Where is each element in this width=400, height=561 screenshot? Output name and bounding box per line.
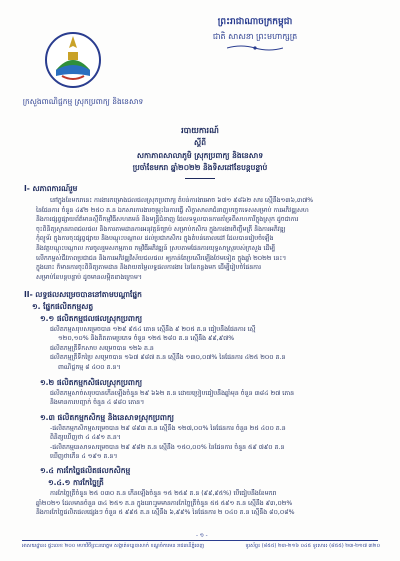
list-item: ពិនិត្យឃើញថា ៤ ៤៩១ គ.ន។ — [50, 434, 121, 442]
list-item: ១២០,១០% និងគិតតាមប្រភេទ ចំនួន ១២៥ ២៨០ គ.ន ស្មើនឹង ៩៩,៩៧% — [58, 335, 235, 343]
kingdom-title: ព្រះរាជាណាចក្រកម្ពុជា — [217, 17, 293, 27]
footer-contact: ទូរស័ព្ទ៖ (៨៥៥) ២៣-២១៦ ០៤៥ ទូរសារ៖ (៨៥៥) ២៣-២១៧ ៣២០ — [245, 543, 380, 549]
title-line-2: ប្រចាំខែមករា ឆ្នាំ២០២២ និងទិសដៅខែបន្តបន្ទាប់ — [132, 163, 268, 172]
body-line: និងវគ្គបណ្ដុះបណ្ដាល ការចូលរួមសកម្មភាព កម្មវិធីអភិវឌ្ឍន៍ ស្របតាមផែនការយុទ្ធសាស្ត្ររបស់ក្រសួង ដើម្បី — [36, 244, 276, 252]
body-line: លើកកម្ពស់ជីវភាពប្រជាជន និងការអភិវឌ្ឍវិស័យជលផល ឲ្យកាន់តែប្រសើរឡើងថែមទៀត ក្នុងឆ្នាំ ២០២២ នេះ។ — [36, 254, 287, 262]
body-line: ឆ្នាំ២០២១ ដែលមានចំនួន ៣៤ ២៥១ គ.ន ក្នុងនោះរួមមានការកែច្នៃត្រីចំនួន ៥៥ ៥៩១ គ.ន ស្មើនឹង ៩៣,០២% — [36, 499, 293, 507]
ornament-divider-icon — [227, 44, 283, 52]
subsection-1-2-list — [50, 389, 370, 408]
body-line: នៅក្នុងខែមករានេះ ការងារកម្រោងជលផលស្រុកប្រពាក្យ តំបន់ការងារអាច ៦៧១ ៩៨៦២ សារ ស្មើនឹង១៣៦,៣៧% — [50, 197, 314, 204]
subsection-1-4-heading: ១.៤ ការកែច្នៃផលិតផលកសិកម្ម — [40, 466, 131, 475]
list-item: -ផលិតកម្មនេសាទសម្រេចបាន ២៩ ៩៨២ គ.ន ស្មើនឹង ១៥០,០០% នៃផែនការ ចំនួន ៥៩ ៧៩០ គ.ន — [50, 443, 285, 451]
national-motto: ជាតិ សាសនា ព្រះមហាក្សត្រ — [212, 32, 298, 41]
body-line: ក្នុងនោះ ក៏មានការចុះពិនិត្យតាមដាន និងវាយតម្លៃលទ្ធផលការងារ នៃខែកន្លងមក ដើម្បីរៀបចំផែនការ — [36, 264, 262, 272]
body-line: ការកែច្នៃត្រីចំនួន ២៥ ០៣០ គ.ន កើនឡើងចំនួន ១៥ ២៥៩ គ.ន (៩៩,៩៥%) បើធៀបនឹងខែមករា — [50, 490, 277, 497]
footer-divider — [22, 540, 378, 541]
subsection-1-1-list — [50, 325, 370, 372]
list-item: ផលិតកម្មសាច់សរុបបានកើនឡើងចំនួន ២៩ ៦៦២ គ.ន ដោយប្រៀបធៀបនឹងឆ្នាំមុន ចំនួន ៣៨៤ ២៧ តោន — [50, 390, 295, 397]
body-line: សម្រាប់ខែបន្តបន្ទាប់ ដូចមានលម្អិតខាងក្រោម។ — [36, 273, 142, 281]
document-about: ស្តីពី — [194, 138, 206, 147]
body-line: ចុះពិនិត្យស្ថានភាពជលផល និងការតាមដានការអនុវត្តន៍ច្បាប់ សម្រាប់កសិករ ក្នុងការងារចិញ្ចឹមត្រី និងការអភិវឌ្ឍ — [36, 225, 286, 233]
subsection-1-3-heading: ១.៣ ផលិតកម្មកសិកម្ម និងនេសាទស្រុកប្រពាក្យ — [40, 413, 174, 422]
list-item: ផលិតកម្មសរុបសម្រេចបាន ១២៩ ៩៥៤ តោន ស្មើនឹង ៩ ២០៥ គ.ន ធៀបនឹងផែនការ ស្មើ — [50, 326, 256, 333]
document-title — [80, 150, 320, 174]
body-line: នៃផែនការ ចំនួន ៤៩២ ២៥០ គ.ន ឯកសារការងារចម្រុះនៃការធ្វើ សិក្ខាសាលាជំនាញបច្ចេកទេសសម្រាប់ ការអភិវឌ្ឍសហ — [36, 206, 309, 214]
list-item: ផលិតកម្មត្រីទឹកប្រៃ សម្រេចបាន ១៦៧ ៩៨៧ គ.ន ស្មើនឹង ១៣០,០៧% នៃផែនការ ៤២៥ ២០០ គ.ន — [50, 354, 286, 362]
section-1-body — [36, 196, 376, 282]
section-1-heading: I- សភាពការណ៍រួម — [24, 184, 78, 193]
subsection-1-heading: ១. ផ្នែកផលិតកម្មសត្វ — [32, 302, 94, 311]
page-number: - ១ - — [196, 533, 208, 539]
title-line-1: សកាភាពសាលាភូមិ ស្រុកប្រពាក្យ និងនេសាទ — [136, 151, 264, 160]
body-line: និងការផ្សព្វផ្សាយព័ត៌មានស្ដីពីកម្មវិធីសហគមន៍ និងមន្ត្រីជំនាញ ដែលទទួលបានការគាំទ្រពីសហការីក្នុងស្រុក ដូចជាការ — [36, 216, 299, 224]
organization-name: ក្រសួងពាណិជ្ជកម្ម ស្រុកប្រពាក្យ និងនេសាទ — [22, 97, 144, 106]
ministry-emblem-icon — [44, 30, 102, 92]
document-type: របាយការណ៍ — [181, 126, 219, 135]
list-item: ពាណិជ្ជកម្ម ៨ ៤០០ គ.ន។ — [58, 363, 121, 371]
title-underline — [185, 178, 215, 179]
list-item: ឃើញថាកើន ៤ ១៩១ គ.ន។ — [50, 453, 118, 461]
section-2-heading: II- លទ្ធផលសម្រេចបាននៅតាមបណ្ដាផ្នែក — [24, 290, 142, 299]
list-item: -ផលិតកម្មកសិកម្មសម្រេចបាន ២៩ ៨៩៣ គ.ន ស្មើនឹង ១២៧,០០% នៃផែនការ ចំនួន ២៥ ៤០០ គ.ន — [50, 425, 286, 432]
body-line: កុំព្យូទ័រ ក្នុងការចុះផ្សព្វផ្សាយ និងបណ្តុះបណ្តាល ដល់ប្រជាកសិករ ក្នុងតំបន់គោលដៅ ដែលបានរៀបចំឡើង — [36, 235, 274, 243]
body-line: និងការកែច្នៃផលិតផលផ្សេងៗ ចំនួន ៥ ៩៩៥ គ.ន ស្មើនឹង ៦,៩៩% នៃផែនការ ២ ០៤០ គ.ន ស្មើនឹង ៨០,០៨% — [36, 509, 295, 517]
subsection-1-1-heading: ១.១ ផលិតកម្មជលផលស្រុកប្រពាក្យ — [40, 314, 143, 323]
list-item: ផលិតកម្មត្រីទឹកសាប សម្រេចបាន ១២៦ គ.ន — [50, 344, 154, 352]
subsection-1-2-heading: ១.២ ផលិតកម្មកសិផលស្រុកប្រពាក្យ — [40, 378, 143, 387]
list-item: និងមានការបញ្ជាក់ ចំនួន ៤ ៨៨០ តោន។ — [50, 399, 145, 407]
subsection-1-4-body — [36, 489, 376, 518]
footer-address: អាសយដ្ឋាន៖ ផ្ទះលេខ ២០០ មហាវិថីព្រះនរោត្តម សង្កាត់ទន្លេបាសាក់ ខណ្ឌចំការមន រាជធានីភ្នំពេញ — [22, 543, 205, 549]
subsection-1-4-1-heading: ១.៤.១ ការកែច្នៃត្រី — [48, 478, 104, 487]
subsection-1-3-list — [50, 424, 370, 462]
